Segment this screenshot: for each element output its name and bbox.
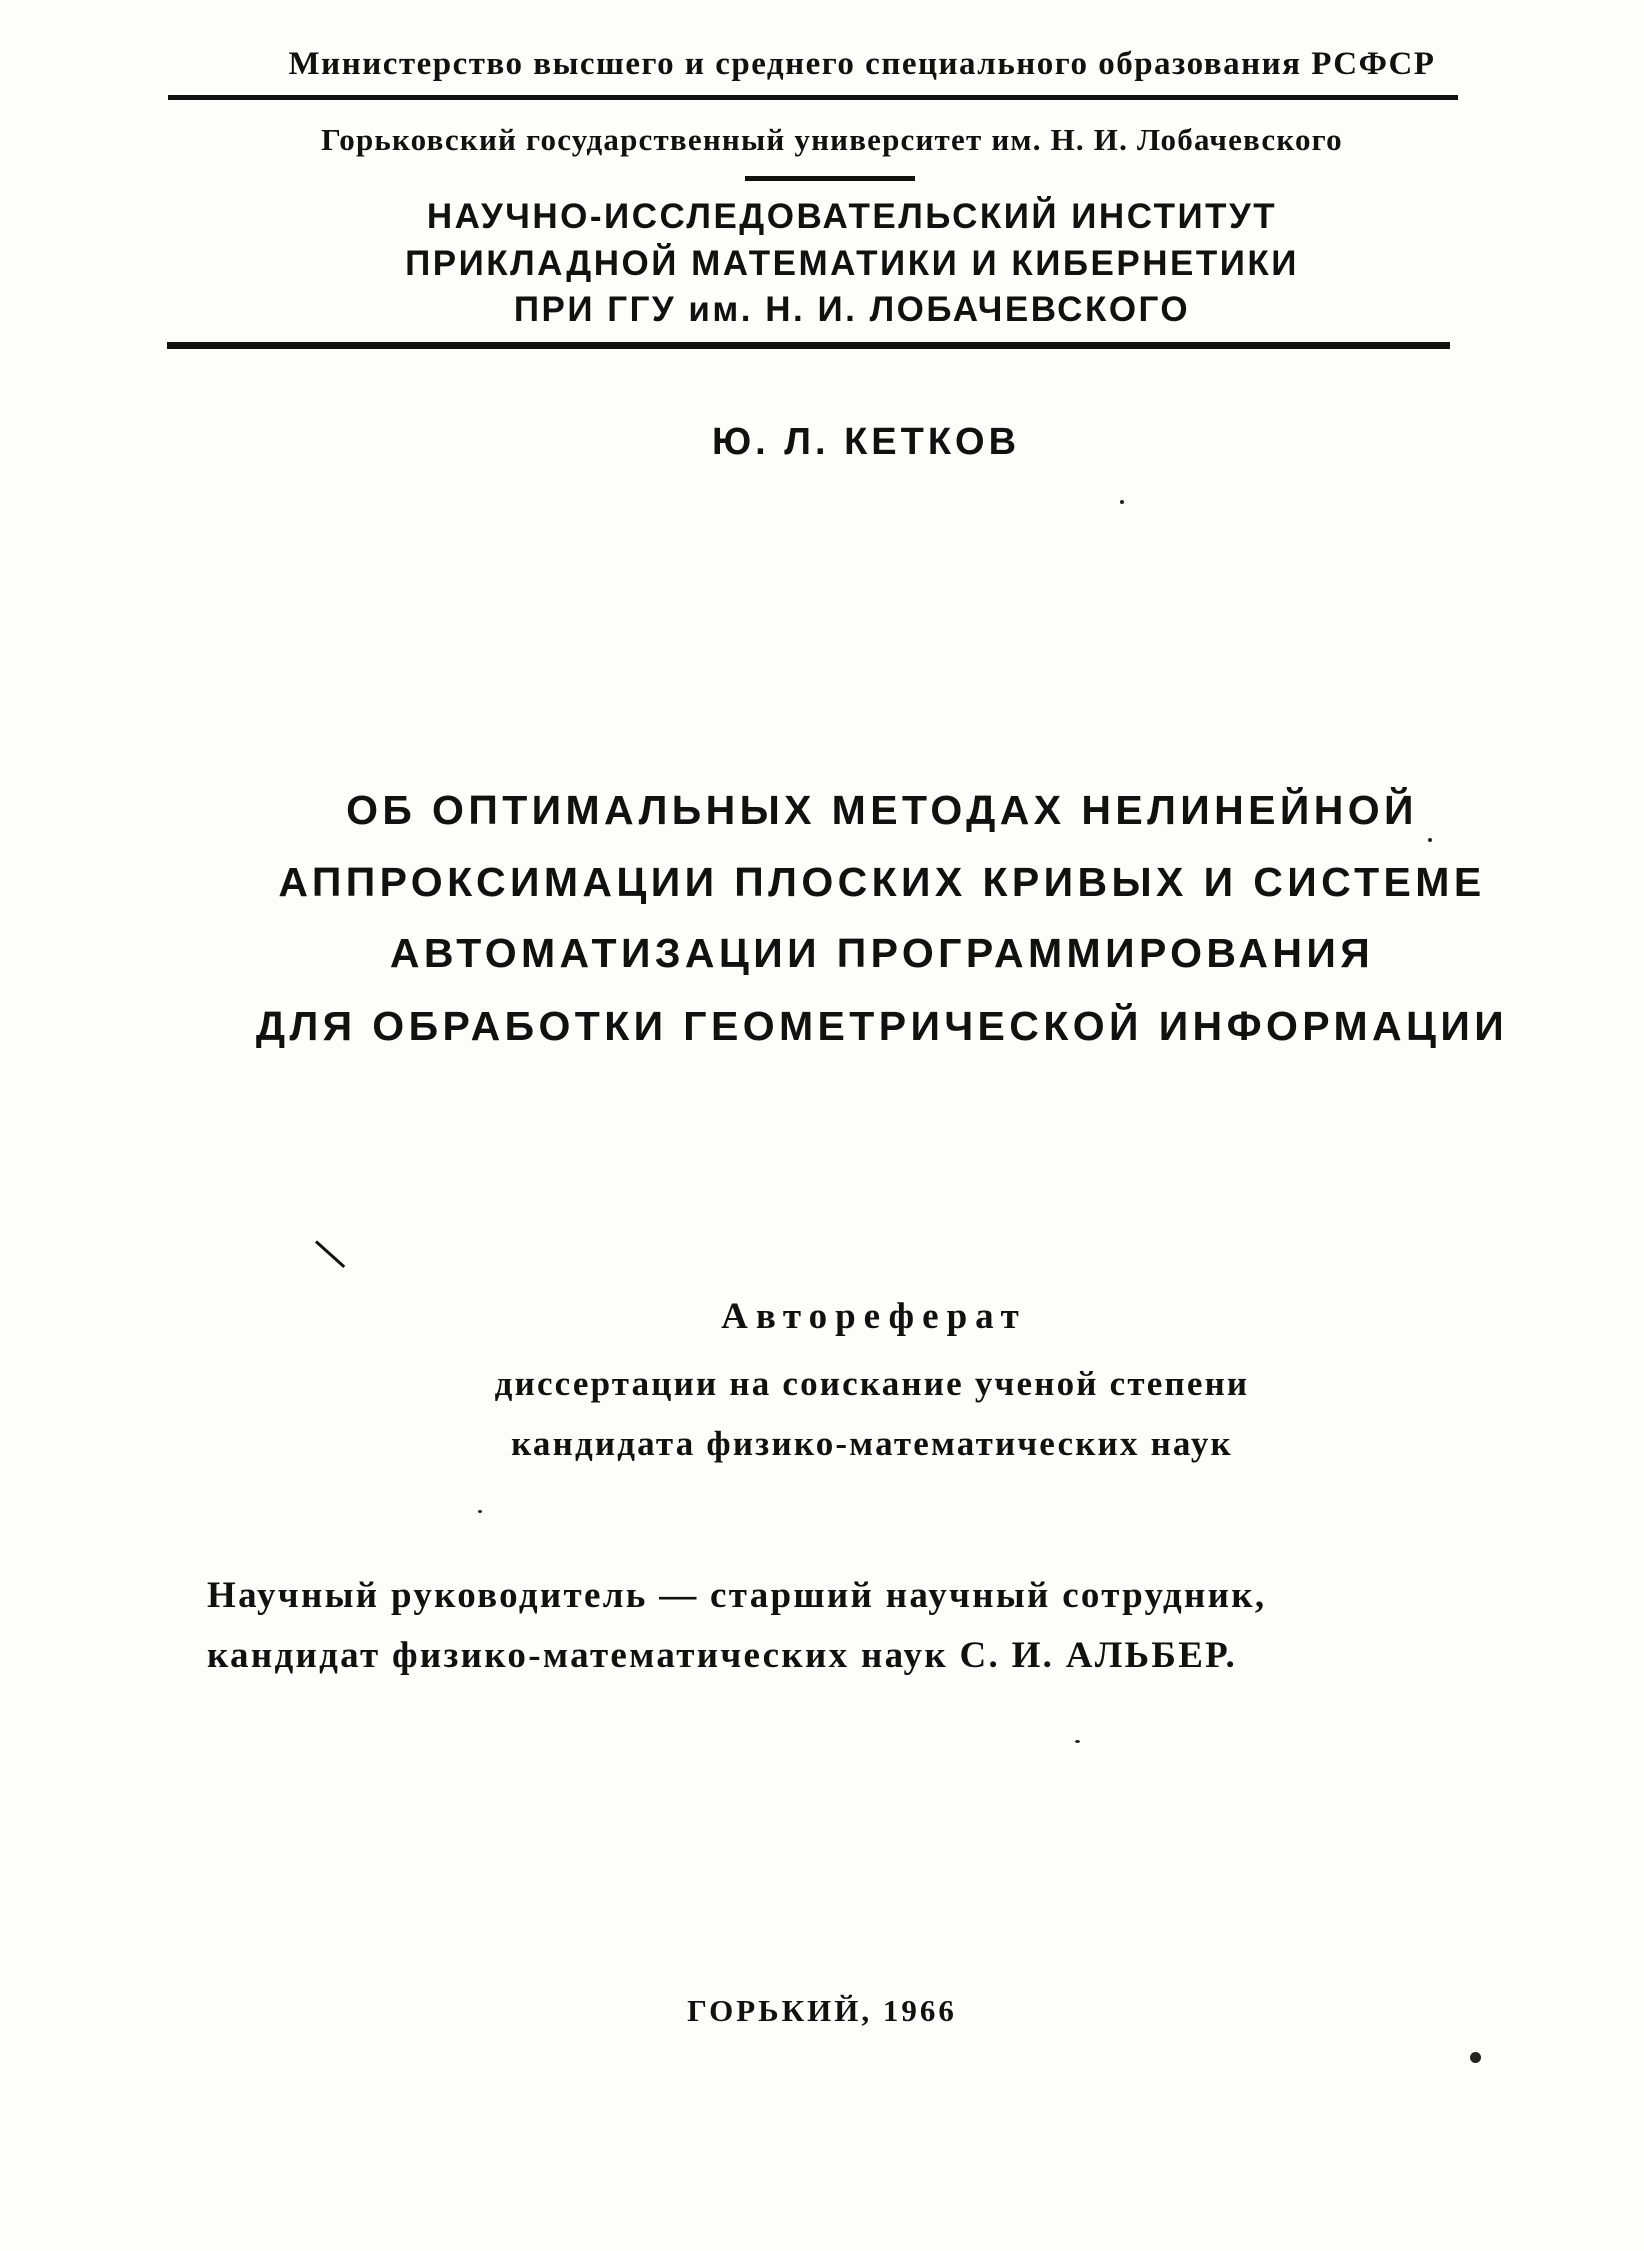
abstract-line-2: кандидата физико-математических наук bbox=[511, 1424, 1233, 1463]
scan-speck bbox=[1470, 2052, 1481, 2063]
scan-speck bbox=[478, 1510, 482, 1513]
title-line-3: АВТОМАТИЗАЦИИ ПРОГРАММИРОВАНИЯ bbox=[389, 930, 1375, 976]
scan-speck bbox=[1120, 500, 1124, 504]
abstract-label: Автореферат bbox=[721, 1296, 1027, 1337]
title-line-1: ОБ ОПТИМАЛЬНЫХ МЕТОДАХ НЕЛИНЕЙНОЙ bbox=[346, 787, 1418, 833]
scan-mark bbox=[315, 1240, 345, 1268]
abstract-line-1: диссертации на соискание ученой степени bbox=[494, 1364, 1250, 1403]
title-line-2: АППРОКСИМАЦИИ ПЛОСКИХ КРИВЫХ И СИСТЕМЕ bbox=[278, 859, 1486, 905]
supervisor-line-2: кандидат физико-математических наук С. И. АЛЬБЕР. bbox=[207, 1635, 1238, 1676]
scan-speck bbox=[1075, 1740, 1080, 1743]
short-rule bbox=[745, 176, 915, 181]
scan-speck bbox=[1428, 838, 1432, 842]
institute-rule bbox=[167, 342, 1450, 349]
supervisor-line-1: Научный руководитель — старший научный сотрудник, bbox=[207, 1575, 1267, 1616]
ministry-line: Министерство высшего и среднего специального образования РСФСР bbox=[288, 46, 1436, 82]
institute-line-2: ПРИКЛАДНОЙ МАТЕМАТИКИ И КИБЕРНЕТИКИ bbox=[405, 244, 1299, 283]
university-line: Горьковский государственный университет им. Н. И. Лобачевского bbox=[321, 122, 1343, 157]
top-rule bbox=[168, 95, 1458, 100]
author-name: Ю. Л. КЕТКОВ bbox=[711, 421, 1021, 463]
title-line-4: ДЛЯ ОБРАБОТКИ ГЕОМЕТРИЧЕСКОЙ ИНФОРМАЦИИ bbox=[255, 1003, 1509, 1049]
institute-line-1: НАУЧНО-ИССЛЕДОВАТЕЛЬСКИЙ ИНСТИТУТ bbox=[426, 197, 1278, 236]
institute-line-3: ПРИ ГГУ им. Н. И. ЛОБАЧЕВСКОГО bbox=[513, 290, 1191, 329]
city-year: ГОРЬКИЙ, 1966 bbox=[687, 1993, 957, 2028]
